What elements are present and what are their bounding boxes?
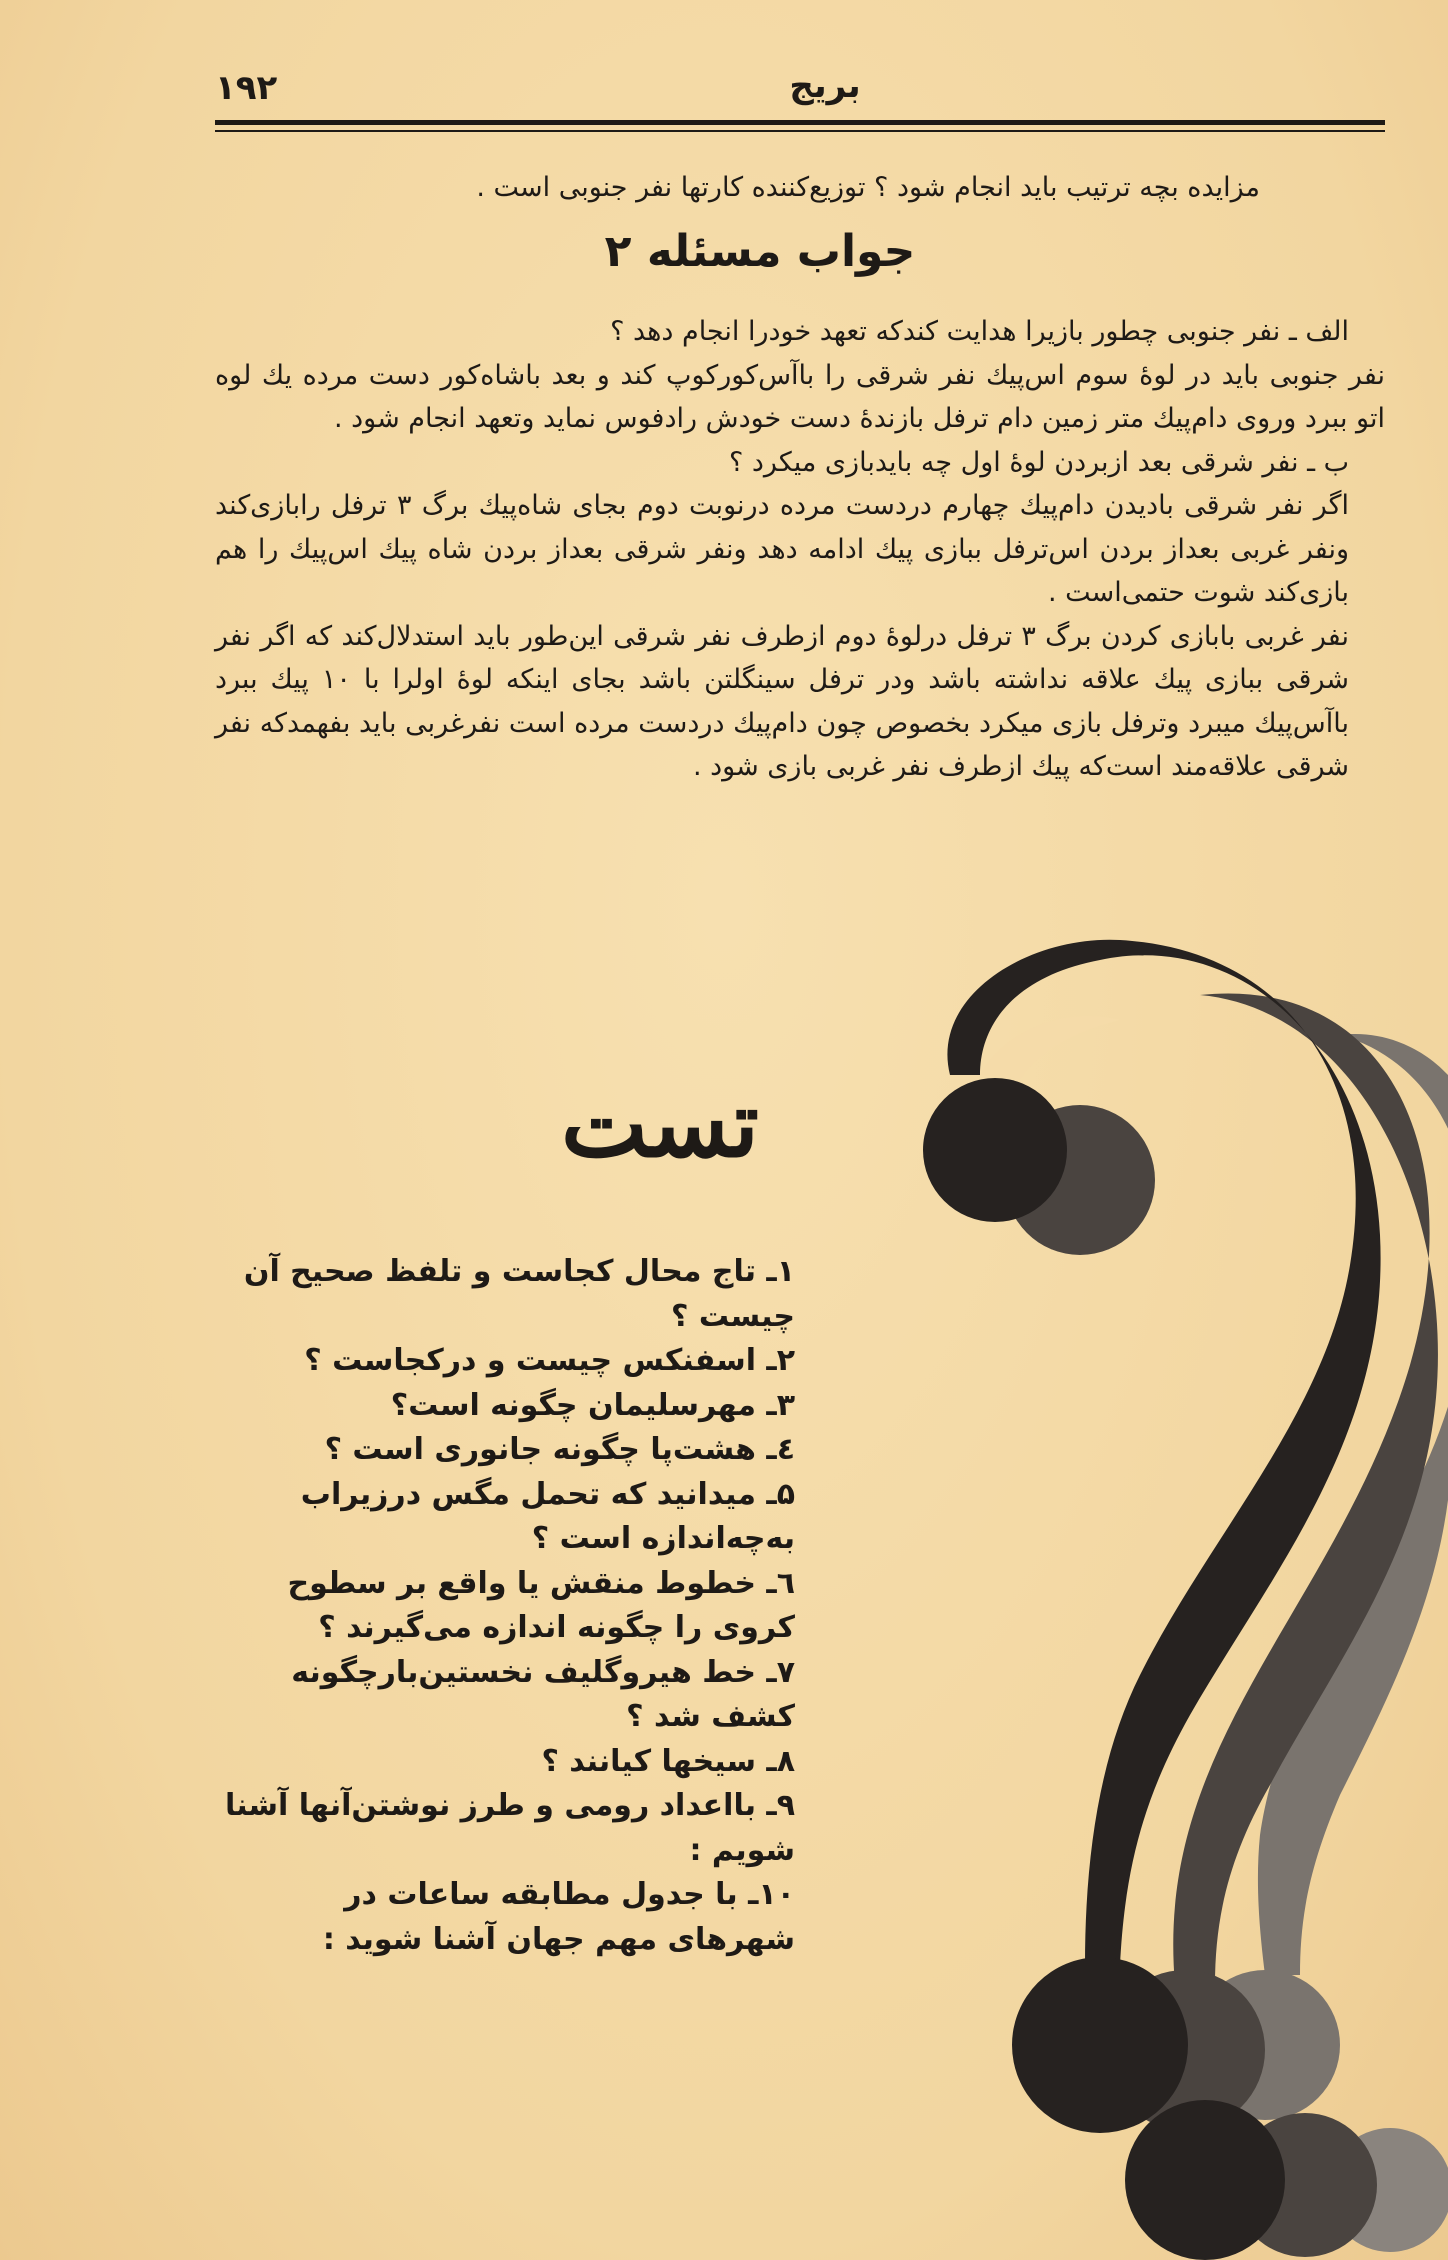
question-mark-illustration [870, 935, 1448, 2260]
question-item: ۸ـ سیخها کیانند ؟ [541, 1743, 795, 1779]
question-item: ۱ـ تاج محال کجاست و تلفظ صحیح آن چیست ؟ [243, 1254, 795, 1334]
answer-title: جواب مسئله ۲ [604, 226, 916, 277]
answer-paragraph: نفر جنوبی باید در لوهٔ سوم اس‌پیك نفر شرقی را باآس‌کورکوپ کند و بعد باشاه‌کور دست مرده یك لوه اتو ببرد وروی دام‌پیك متر زمین دام ترفل بازندهٔ دست خودش رادفوس نماید وتعهد انجام شود . [215, 359, 1385, 434]
answer-paragraph: نفر غربی بابازی کردن برگ ۳ ترفل درلوهٔ دوم ازطرف نفر شرقی این‌طور باید استدلال‌کند که اگر نفر شرقی ببازی پیك علاقه نداشته باشد ودر ترفل سینگلتن باشد بجای اینکه لوهٔ اولرا با ۱۰ پیك ببرد باآس‌پیك میبرد وترفل بازی میکرد بخصوص چون دام‌پیك دردست مرده است نفرغربی باید بفهمدکه نفر شرقی علاقه‌مند است‌که پیك ازطرف نفر غربی بازی شود . [215, 620, 1349, 782]
middle-ball-dark [1012, 1957, 1188, 2133]
page-header [215, 62, 1385, 132]
question-item: ۱۰ـ با جدول مطابقه ساعات در شهرهای مهم جهان آشنا شوید : [322, 1877, 795, 1957]
question-item: ۲ـ اسفنکس چیست و درکجاست ؟ [304, 1343, 795, 1378]
question-list [215, 1250, 795, 1962]
question-mark-curl [980, 1016, 1120, 1080]
bottom-ball-dark [1125, 2100, 1285, 2260]
header-rule-thin [215, 130, 1385, 132]
page-number: ۱۹۲ [215, 68, 278, 108]
test-section-title: تست [560, 1070, 759, 1178]
answer-body [215, 310, 1385, 789]
answer-paragraph: ب ـ نفر شرقی بعد ازبردن لوهٔ اول چه بایدبازی میکرد ؟ [728, 446, 1349, 478]
question-item: ۳ـ مهرسلیمان چگونه است؟ [390, 1387, 795, 1423]
question-item: ۹ـ بااعداد رومی و طرز نوشتن‌آنها آشنا شویم : [225, 1788, 795, 1868]
question-item: ۷ـ خط هیروگلیف نخستین‌بارچگونه کشف شد ؟ [291, 1654, 795, 1734]
upper-ball-dark [923, 1078, 1067, 1222]
answer-paragraph: الف ـ نفر جنوبی چطور بازیرا هدایت کندکه تعهد خودرا انجام دهد ؟ [610, 316, 1349, 347]
question-item: ٤ـ هشت‌پا چگونه جانوری است ؟ [324, 1432, 795, 1467]
intro-line: مزایده بچه ترتیب باید انجام شود ؟ توزیع‌کننده کارتها نفر جنوبی است . [476, 172, 1260, 203]
question-item: ۵ـ میدانید که تحمل مگس درزیراب به‌چه‌اندازه است ؟ [300, 1476, 795, 1556]
question-item: ٦ـ خطوط منقش یا واقع بر سطوح کروی را چگونه اندازه می‌گیرند ؟ [287, 1565, 795, 1645]
answer-paragraph: اگر نفر شرقی بادیدن دام‌پیك چهارم دردست مرده درنوبت دوم بجای شاه‌پیك برگ ۳ ترفل رابازی‌کند ونفر غربی بعداز بردن اس‌ترفل ببازی پیك ادامه دهد ونفر شرقی بعداز بردن شاه پیك اس‌پیك را هم بازی‌کند شوت حتمی‌است . [215, 490, 1349, 608]
magazine-title: بریج [789, 66, 861, 106]
header-rule-thick [215, 120, 1385, 125]
